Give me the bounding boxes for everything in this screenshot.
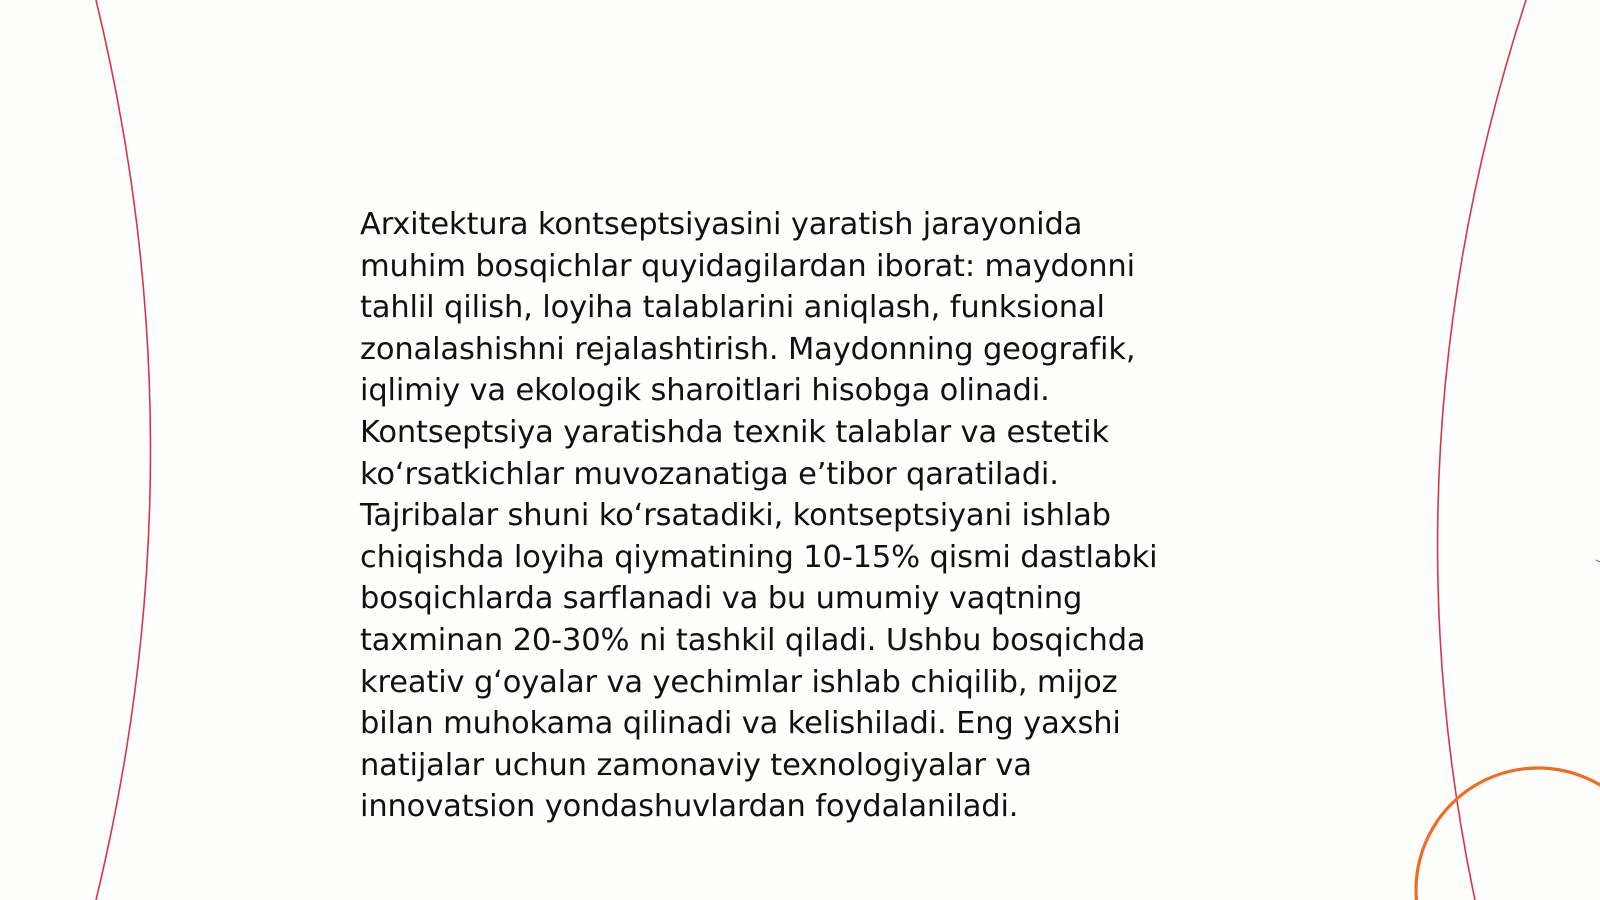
body-paragraph: Arxitektura kontseptsiyasini yaratish jarayonida muhim bosqichlar quyidagilardan iborat: maydonni tahlil qilish, loyiha talablarini aniqlash, funksional zonalashishni rejalashtirish. Maydonning geografik, iqlimiy va ekologik sharoitlari hisobga olinadi. Kontseptsiya yaratishda texnik talablar va estetik ko‘rsatkichlar muvozanatiga e’tibor qaratiladi. Tajribalar shuni ko‘rsatadiki, kontseptsiyani ishlab chiqishda loyiha qiymatining 10-15% qismi dastlabki bosqichlarda sarflanadi va bu umumiy vaqtning taxminan 20-30% ni tashkil qiladi. Ushbu bosqichda kreativ g‘oyalar va yechimlar ishlab chiqilib, mijoz bilan muhokama qilinadi va kelishiladi. Eng yaxshi natijalar uchun zamonaviy texnologiyalar va innovatsion yondashuvlardan foydalaniladi. [360, 207, 1158, 825]
orange-circle-outline [1416, 768, 1600, 900]
small-teal-mark [1596, 560, 1600, 562]
left-curve-line [96, 0, 151, 900]
right-curve-line [1438, 0, 1526, 900]
